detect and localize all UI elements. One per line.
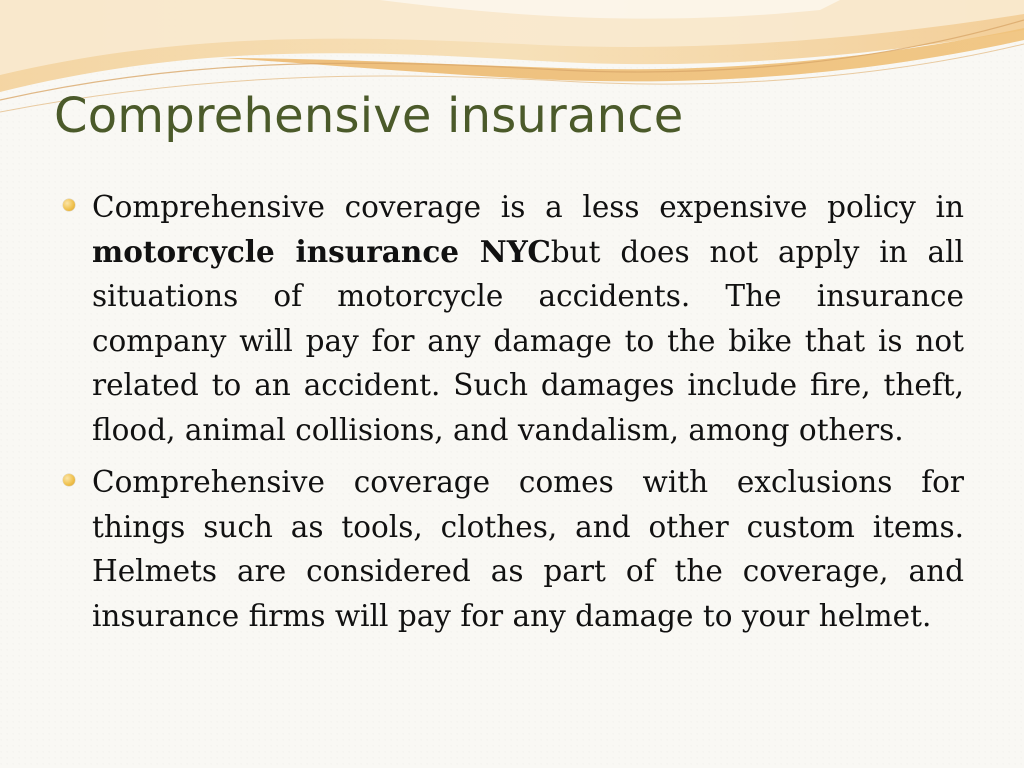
bullet-item [62, 460, 964, 638]
bullet-item [62, 185, 964, 452]
bullet-dot-icon [63, 199, 75, 211]
bullet-dot-icon [63, 474, 75, 486]
bullet-text: Comprehensive coverage comes with exclusions for things such as tools, clothes, and other custom items. Helmets are considered as part of the coverage, and insurance firms will pay for any damage to your helmet. [92, 465, 964, 633]
slide-title: Comprehensive insurance [54, 88, 684, 144]
bullet-list [62, 185, 964, 646]
bullet-text: Comprehensive coverage is a less expensive policy in [92, 190, 964, 224]
bullet-text: but does not apply in all situations of motorcycle accidents. The insurance company will pay for any damage to the bike that is not related to an accident. Such damages include fire, theft, flood, animal collisions, and vandalism, among others. [92, 234, 964, 447]
bullet-bold-text: motorcycle insurance NYC [92, 233, 551, 269]
